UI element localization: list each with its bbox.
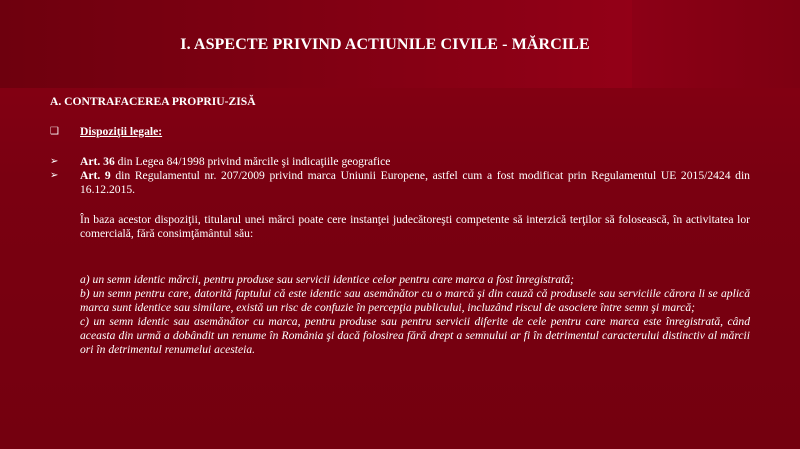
article-text: din Legea 84/1998 privind mărcile şi indicaţiile geografice (114, 155, 391, 168)
condition-item: b) un semn pentru care, datorită faptului că este identic sau asemănător cu o marcă şi din cauză că produsele sau serviciile cărora li se aplică marca sunt identice sau similare, există un risc de confuzie în percepţia publicului, incluzând riscul de asociere între semn şi marcă; (80, 287, 750, 314)
slide-title: I. ASPECTE PRIVIND ACTIUNILE CIVILE - MĂRCILE (180, 36, 590, 53)
arrow-bullet-icon: ➢ (50, 170, 59, 181)
article-text: din Regulamentul nr. 207/2009 privind marca Uniunii Europene, astfel cum a fost modificat prin Regulamentul UE 2015/2424 din 16.12.2015. (80, 169, 750, 196)
condition-item: a) un semn identic mărcii, pentru produse sau servicii identice celor pentru care marca a fost înregistrată; (80, 273, 575, 286)
article-item (50, 169, 750, 197)
condition-item: c) un semn identic sau asemănător cu marca, pentru produse sau pentru servicii diferite de cele pentru care marca este înregistrată, când aceasta din urmă a dobândit un renume în România şi dacă folosirea fără drept a semnului ar fi în detrimentul caracterului distinctiv al mărcii ori în detrimentul renumelui acesteia. (80, 315, 750, 356)
legal-provisions-label: Dispoziţii legale: (80, 125, 163, 138)
arrow-bullet-icon: ➢ (50, 156, 59, 167)
section-heading: A. CONTRAFACEREA PROPRIU-ZISĂ (50, 95, 256, 108)
slide-content (50, 95, 750, 357)
article-number: Art. 9 (80, 169, 111, 182)
conditions-list (80, 273, 750, 357)
legal-provisions-row (50, 125, 750, 139)
article-number: Art. 36 (80, 155, 115, 168)
checkbox-bullet-icon: ❑ (50, 126, 59, 137)
article-item (50, 155, 750, 169)
intro-paragraph: În baza acestor dispoziţii, titularul unei mărci poate cere instanţei judecătoreşti competente să interzică terţilor să folosească, în activitatea lor comercială, fără consimţământul său: (80, 213, 750, 240)
